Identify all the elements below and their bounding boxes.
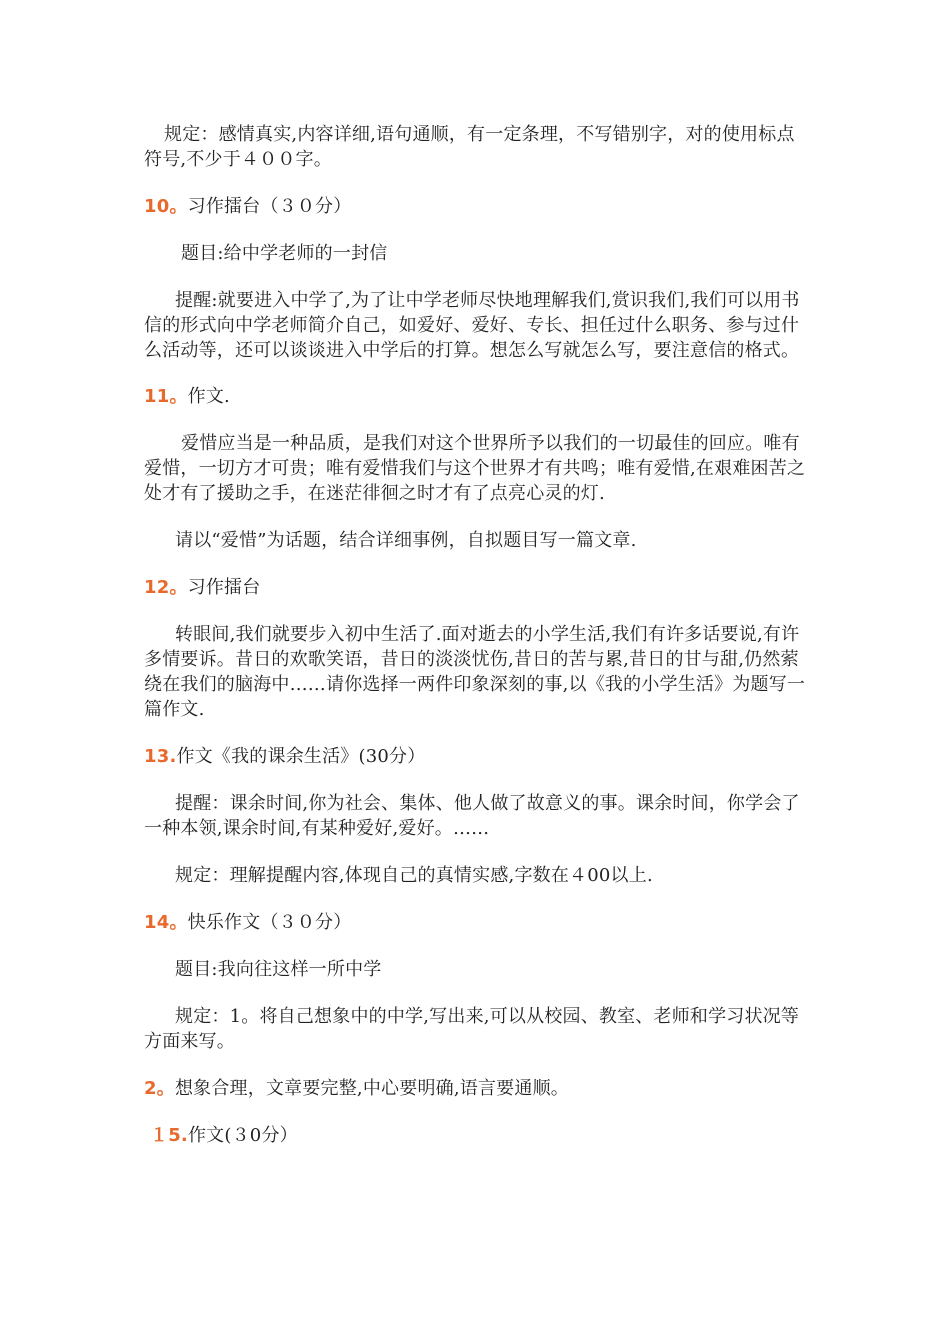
item-number: 2。 — [144, 1078, 175, 1099]
question-number: 14。 — [144, 912, 188, 933]
question-title: 作文《我的课余生活》(30分） — [176, 746, 426, 767]
requirement-2 — [144, 1076, 808, 1101]
question-14-topic: 题目:我向往这样一所中学 — [175, 959, 382, 980]
question-number: １5. — [150, 1125, 188, 1146]
question-number: 12。 — [144, 577, 188, 598]
question-11-heading — [144, 384, 808, 409]
question-13-requirement: 规定：理解提醒内容,体现自己的真情实感,字数在４00以上. — [175, 865, 653, 886]
question-number: 13. — [144, 746, 177, 767]
question-15-heading — [144, 1123, 808, 1148]
question-13-hint: 提醒：课余时间,你为社会、集体、他人做了故意义的事。课余时间，你学会了一种本领,课余时间,有某种爱好,爱好。…… — [144, 793, 800, 839]
question-13-heading — [144, 744, 808, 769]
question-title: 习作擂台（３０分） — [187, 196, 352, 217]
question-10-hint: 提醒:就要进入中学了,为了让中学老师尽快地理解我们,赏识我们,我们可以用书信的形式向中学老师简介自己，如爱好、爱好、专长、担任过什么职务、参与过什么活动等，还可以谈谈进入中学后的打算。想怎么写就怎么写，要注意信的格式。 — [144, 290, 800, 361]
requirement-paragraph: 规定：感情真实,内容详细,语句通顺，有一定条理，不写错别字，对的使用标点符号,不少于４００字。 — [144, 124, 795, 170]
question-number: 11。 — [144, 386, 188, 407]
question-10-heading — [144, 194, 808, 219]
question-14-heading — [144, 910, 808, 935]
question-title: 习作擂台 — [187, 577, 261, 598]
document-page — [144, 122, 808, 1148]
question-title: 作文. — [187, 386, 230, 407]
question-11-instruction: 请以“爱惜”为话题，结合详细事例，自拟题目写一篇文章. — [175, 530, 637, 551]
question-11-passage: 爱惜应当是一种品质，是我们对这个世界所予以我们的一切最佳的回应。唯有爱惜，一切方才可贵；唯有爱惜我们与这个世界才有共鸣；唯有爱惜,在艰难困苦之处才有了援助之手，在迷茫徘徊之时才有了点亮心灵的灯. — [144, 433, 806, 504]
question-number: 10。 — [144, 196, 188, 217]
question-title: 快乐作文（３０分） — [187, 912, 352, 933]
question-14-requirement: 规定：1。将自己想象中的中学,写出来,可以从校园、教室、老师和学习状况等方面来写。 — [144, 1006, 800, 1052]
question-10-topic: 题目:给中学老师的一封信 — [181, 243, 388, 264]
question-title: 作文(３0分） — [187, 1125, 298, 1146]
question-12-heading — [144, 575, 808, 600]
item-text: 想象合理，文章要完整,中心要明确,语言要通顺。 — [174, 1078, 569, 1099]
question-12-passage: 转眼间,我们就要步入初中生活了.面对逝去的小学生活,我们有许多话要说,有许多情要诉。昔日的欢歌笑语，昔日的淡淡忧伤,昔日的苦与累,昔日的甘与甜,仍然萦绕在我们的脑海中……请你选择一两件印象深刻的事,以《我的小学生活》为题写一篇作文. — [144, 624, 806, 720]
